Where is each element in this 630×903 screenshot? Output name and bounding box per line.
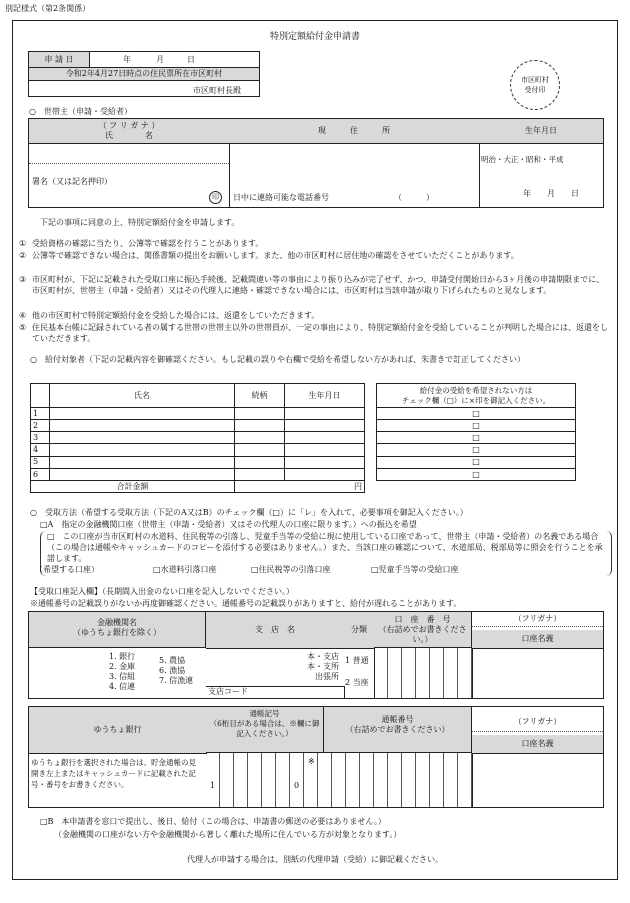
term-1 — [19, 238, 612, 249]
term-4 — [19, 310, 612, 321]
bank-type-options-2[interactable]: 5. 農協 6. 漁協 7. 信漁連 — [159, 656, 194, 685]
option-a[interactable]: □A 指定の金融機関口座（世帯主（申請・受給者）又はその代理人の口座に限ります。）への振込を希望 — [40, 520, 417, 529]
householder-table — [28, 118, 604, 208]
reception-stamp-area — [510, 60, 560, 110]
opt-tax[interactable]: □住民税等の引落口座 — [251, 565, 331, 574]
era-options[interactable]: 明治・大正・昭和・平成 — [481, 155, 564, 164]
account-holder-header: 口座名義 — [472, 630, 603, 649]
decline-checkbox[interactable]: □ — [377, 420, 576, 432]
furigana-label: （ フ リ ガ ナ ） — [98, 121, 160, 130]
account-number-field[interactable] — [374, 648, 473, 698]
recipients-table — [30, 383, 365, 493]
table-row[interactable] — [31, 456, 365, 468]
yucho-digit-1: 1 — [210, 781, 216, 790]
seal-mark: 印 — [209, 191, 222, 204]
apply-date-block — [28, 51, 260, 97]
branch-code-field[interactable] — [206, 686, 345, 699]
account-type-field[interactable] — [344, 648, 375, 698]
residence-note: 令和2年4月27日時点の住民票所在市区町村 — [29, 67, 259, 81]
birth-header: 生年月日 — [479, 119, 603, 144]
branch-code-label: 支店コード — [208, 687, 248, 696]
decline-checkbox[interactable]: □ — [377, 444, 576, 456]
yucho-symbol-header: 通帳記号 （6桁目がある場合は、※欄に御記入ください。） — [206, 707, 324, 753]
total-yen[interactable]: 円 — [235, 481, 365, 493]
option-b[interactable]: □B 本申請書を窓口で提出し、後日、給付（この場合は、申請書の郵送の必要はありません。） — [40, 817, 386, 826]
term-2 — [19, 250, 612, 261]
stamp-line1: 市区町村 — [521, 76, 549, 84]
signature-label: 署名（又は記名押印） — [32, 177, 112, 186]
yucho-label: ゆうちょ銀行 — [29, 707, 207, 754]
account-number-header: 口 座 番 号 （右詰めでお書きください。） — [374, 612, 472, 648]
table-row[interactable] — [31, 432, 365, 444]
yucho-holder-header: 口座名義 — [472, 735, 603, 754]
phone-field[interactable]: （ ） — [394, 193, 434, 202]
form-number: 別記様式（第2条関係） — [5, 4, 91, 13]
apply-month: 月 — [156, 55, 164, 64]
term-text: 受給資格の確認に当たり、公簿等で確認を行うことがあります。 — [32, 239, 264, 248]
yucho-star: ※ — [308, 757, 315, 766]
term-text: 公簿等で確認できない場合は、関係書類の提出をお願いします。また、他の市区町村に居住地の確認をさせていただくことがあります。 — [32, 251, 519, 260]
form-title: 特別定額給付金申請書 — [269, 32, 360, 42]
row-number: 1 — [31, 408, 50, 420]
col-birth: 生年月日 — [285, 384, 365, 408]
type-current[interactable]: 2 当座 — [345, 677, 369, 687]
account-furigana: （フリガナ） — [513, 614, 562, 623]
table-row[interactable] — [31, 468, 365, 480]
table-row[interactable] — [31, 420, 365, 432]
bank-table — [28, 611, 604, 699]
row-number: 6 — [31, 468, 50, 480]
opt-child[interactable]: □児童手当等の受給口座 — [371, 565, 459, 574]
branch-type-options[interactable]: 本・支店 本・支所 出張所 — [307, 652, 339, 681]
apply-day: 日 — [187, 55, 195, 64]
address-field[interactable] — [229, 143, 480, 207]
householder-name-header — [29, 119, 230, 144]
yucho-number-field[interactable] — [206, 753, 473, 807]
decline-checkbox[interactable]: □ — [377, 408, 576, 420]
yucho-furigana: （フリガナ） — [513, 717, 562, 726]
wish-label: （希望する口座） — [35, 565, 99, 574]
col-name: 氏名 — [50, 384, 235, 408]
opt-water[interactable]: □水道料引落口座 — [153, 565, 217, 574]
option-a-note[interactable]: □ この口座が当市区町村の水道料、住民税等の引落し、児童手当等の受給に現に使用している口座であって、世帯主（申請・受給者）の名義である場合（この場合は通帳やキャッシュカードのコピーを添付する必要はありません。）また、当該口座の確認について、水道部局、税部局等に照会を行うことを承諾します。 — [47, 532, 603, 563]
yucho-digit-0: 0 — [294, 781, 300, 790]
term-number: ① — [19, 239, 27, 248]
bank-type-options-1[interactable]: 1. 銀行 2. 金庫 3. 信組 4. 信連 — [109, 652, 136, 691]
apply-date-label: 申 請 日 — [29, 52, 90, 67]
row-number: 3 — [31, 432, 50, 444]
term-text: 他の市区町村で特別定額給付金を受給した場合には、返還をしていただきます。 — [32, 311, 320, 320]
birth-date-field[interactable]: 年 月 日 — [523, 189, 579, 198]
householder-name-field[interactable] — [29, 143, 230, 207]
yucho-note: ゆうちょ銀行を選択された場合は、貯金通帳の見開き左上またはキャッシュカードに記載された記号・番号をお書きください。 — [31, 758, 196, 789]
addressee: 市区町村長殿 — [193, 86, 241, 95]
yucho-number-header: 通帳番号 （右詰めでお書きください） — [324, 707, 472, 753]
branch-header: 支 店 名 — [206, 612, 345, 649]
term-number: ③ — [19, 275, 27, 284]
decline-table — [376, 383, 576, 481]
option-a-bracket — [35, 531, 612, 576]
method-intro: ○ 受取方法（希望する受取方法（下記のA又はB）のチェック欄（□）に「レ」を入れて、必要事項を御記入ください。） — [30, 508, 468, 517]
type-normal[interactable]: 1 普通 — [345, 656, 369, 665]
householder-section-label: ○ 世帯主（申請・受給者） — [29, 107, 132, 116]
table-row[interactable] — [31, 408, 365, 420]
col-relation: 続柄 — [235, 384, 285, 408]
bank-header: 金融機関名 （ゆうちょ銀行を除く） — [29, 612, 206, 648]
stamp-line2: 受付印 — [524, 86, 546, 94]
address-header: 現 住 所 — [229, 119, 480, 144]
footer-note: 代理人が申請する場合は、別紙の代理申請（受給）に御記載ください。 — [187, 855, 443, 864]
total-label: 合計金額 — [31, 481, 235, 493]
decline-checkbox[interactable]: □ — [377, 468, 576, 480]
table-row[interactable] — [31, 444, 365, 456]
apply-year: 年 — [123, 55, 131, 64]
term-number: ④ — [19, 311, 27, 320]
account-warn: ※通帳番号の記載誤りがないか再度御確認ください。通帳番号の記載誤りがありますと、給付が遅れることがあります。 — [30, 599, 462, 608]
term-text: 市区町村が、下記に記載された受取口座に振込手続後、記載間違い等の事由により振り込みが完了せず、かつ、申請受付開始日から3ヶ月後の申請期限までに、市区町村が、世帯主（申請・受給者）又はその代理人に連絡・確認できない場合には、市区町村は当該申請が取り下げられたものと見なします。 — [32, 275, 605, 295]
row-number: 5 — [31, 456, 50, 468]
option-b-note: （金融機関の口座がない方や金融機関から著しく離れた場所に住んでいる方が対象となります。） — [54, 830, 402, 839]
term-number: ⑤ — [19, 323, 27, 332]
decline-header: 給付金の受給を希望されない方は チェック欄（□）に×印を御記入ください。 — [377, 384, 576, 408]
consent-text: 下記の事項に同意の上、特別定額給付金を申請します。 — [40, 218, 240, 227]
row-number: 2 — [31, 420, 50, 432]
account-title: 【受取口座記入欄】（長期間入出金のない口座を記入しないでください。） — [30, 587, 294, 596]
row-number: 4 — [31, 444, 50, 456]
term-text: 住民基本台帳に記録されている者の属する世帯の世帯主以外の世帯員が、一定の事由により、特別定額給付金を受給していることが判明した場合には、返還をしていただきます。 — [32, 323, 608, 343]
term-3 — [19, 274, 612, 296]
term-5 — [19, 322, 612, 344]
recipients-intro: ○ 給付対象者（下記の記載内容を御確認ください。もし記載の誤りや右欄で受給を希望しない方があれば、朱書きで訂正してください） — [30, 355, 525, 364]
type-header: 分類 — [344, 612, 375, 649]
yucho-table — [28, 706, 604, 808]
term-number: ② — [19, 251, 27, 260]
decline-checkbox[interactable]: □ — [377, 432, 576, 444]
name-label: 氏 名 — [105, 130, 153, 140]
decline-checkbox[interactable]: □ — [377, 456, 576, 468]
phone-label: 日中に連絡可能な電話番号 — [233, 193, 329, 202]
